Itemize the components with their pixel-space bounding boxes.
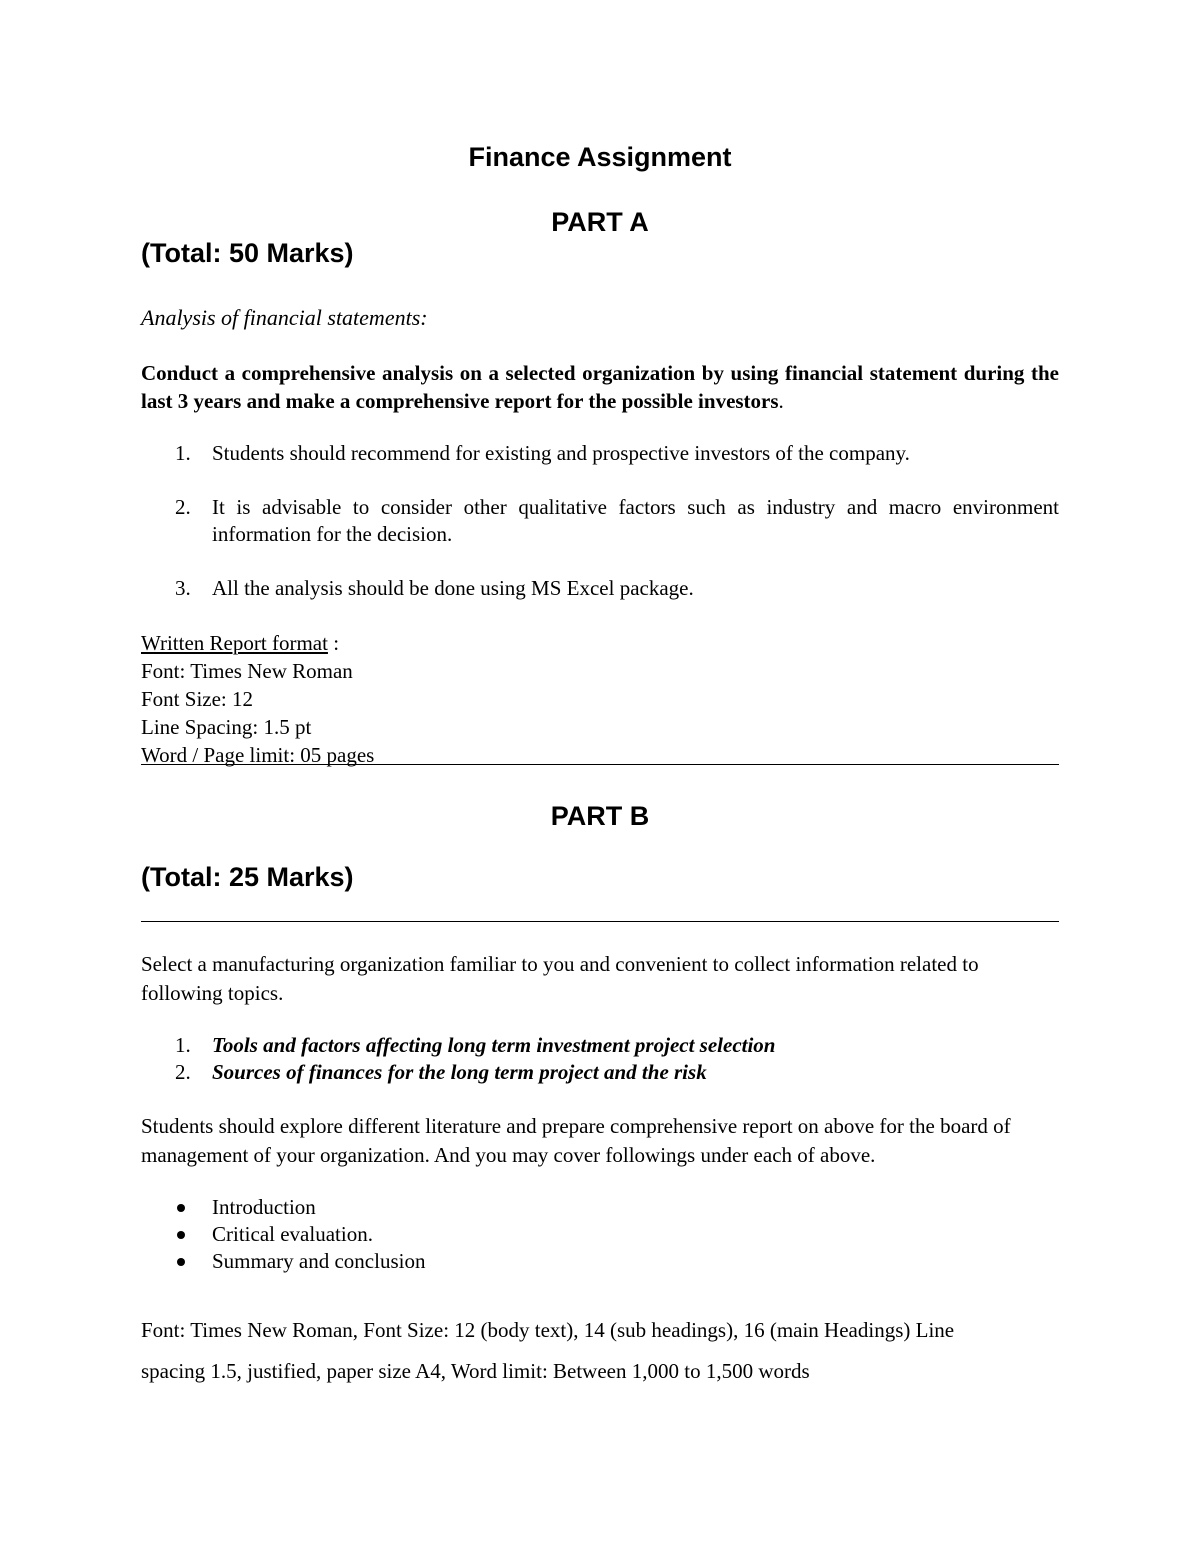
part-a-intro [141,359,1059,415]
part-b-format-line-2: spacing 1.5, justified, paper size A4, Word limit: Between 1,000 to 1,500 words [141,1359,810,1383]
bullet-item [141,1194,1059,1221]
part-b-bullets [141,1194,1059,1275]
format-line: Line Spacing: 1.5 pt [141,715,312,739]
format-label-line [141,629,374,657]
part-a-format-block [141,629,374,769]
list-number: 2. [175,1060,191,1084]
section-divider [141,764,1059,765]
part-b-total-marks: (Total: 25 Marks) [141,862,354,892]
list-text: Sources of finances for the long term project and the risk [212,1060,707,1084]
list-text: It is advisable to consider other qualitative factors such as industry and macro environment information for the decision. [212,495,1059,546]
list-number: 3. [175,576,191,600]
part-a-intro-text: Conduct a comprehensive analysis on a selected organization by using financial statement during the last 3 years and make a comprehensive report for the possible investors [141,361,1059,413]
part-b-heading: PART B [550,801,650,831]
part-a-intro-period: . [778,389,784,413]
document-page [141,0,1059,1553]
bullet-item [141,1221,1059,1248]
part-a-list [141,440,1059,467]
list-text: Students should recommend for existing and prospective investors of the company. [212,441,910,465]
part-a-subheading: Analysis of financial statements: [141,305,428,330]
section-divider [141,921,1059,922]
list-item [141,494,1059,548]
bullet-item [141,1248,1059,1275]
document-title: Finance Assignment [468,142,732,172]
bullet-text: Summary and conclusion [212,1249,426,1273]
format-line: Font Size: 12 [141,687,254,711]
bullet-icon [177,1258,185,1266]
part-a-total-marks: (Total: 50 Marks) [141,238,354,268]
bullet-text: Critical evaluation. [212,1222,373,1246]
part-b-intro: Select a manufacturing organization familiar to you and convenient to collect information related to following topics. [141,952,979,1005]
bullet-icon [177,1204,185,1212]
format-line: Word / Page limit: 05 pages [141,743,375,767]
bullet-icon [177,1231,185,1239]
part-a-list-2 [141,494,1059,548]
part-a-heading: PART A [551,207,649,237]
list-item [141,1032,1059,1059]
list-text: Tools and factors affecting long term investment project selection [212,1033,776,1057]
part-b-format-line-1: Font: Times New Roman, Font Size: 12 (body text), 14 (sub headings), 16 (main Headings) Line [141,1318,955,1342]
list-text: All the analysis should be done using MS Excel package. [212,576,694,600]
part-a-list-3 [141,575,1059,602]
format-line: Font: Times New Roman [141,659,353,683]
part-b-topics [141,1032,1059,1086]
list-number: 1. [175,441,191,465]
format-label: Written Report format [141,631,328,655]
list-item [141,575,1059,602]
list-number: 1. [175,1033,191,1057]
list-number: 2. [175,495,191,519]
bullet-text: Introduction [212,1195,316,1219]
list-item [141,440,1059,467]
part-b-instructions: Students should explore different literature and prepare comprehensive report on above for the board of management of your organization. And you may cover followings under each of above. [141,1114,1011,1167]
format-colon: : [327,631,340,655]
list-item [141,1059,1059,1086]
